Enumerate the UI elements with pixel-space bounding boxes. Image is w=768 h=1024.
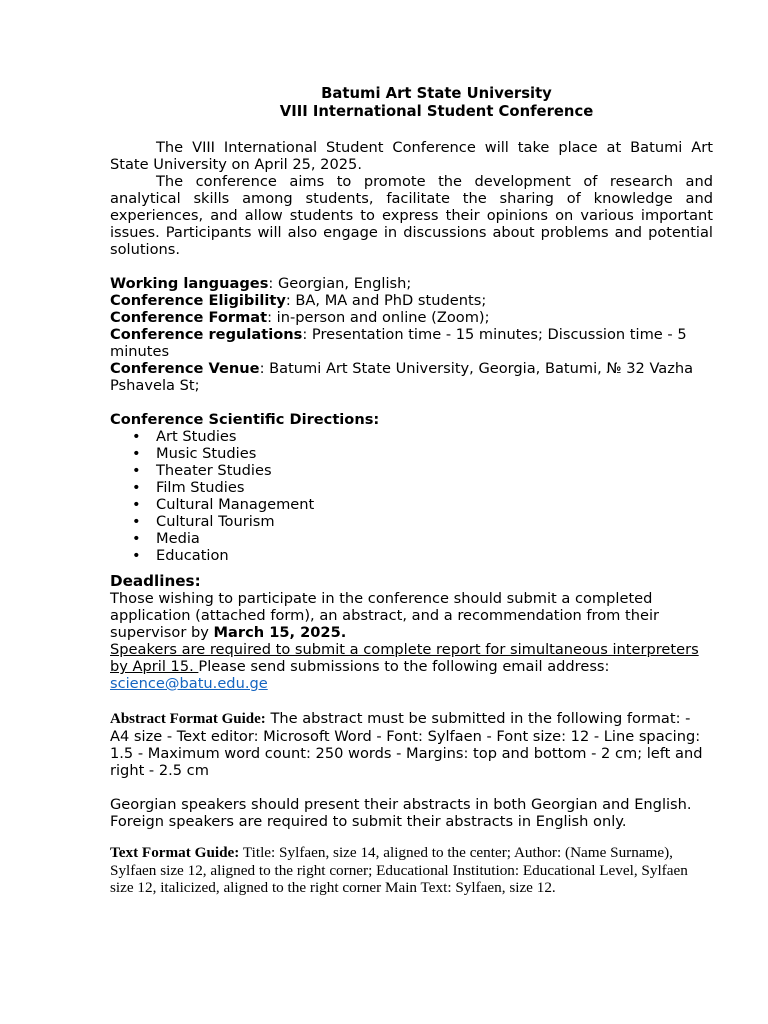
list-item: • Media <box>110 530 713 547</box>
detail-label: Conference regulations <box>110 326 303 343</box>
send-instructions: Please send submissions to the following email address: <box>198 658 610 675</box>
detail-venue <box>110 360 713 394</box>
detail-label: Working languages <box>110 275 269 292</box>
list-item: • Film Studies <box>110 479 713 496</box>
detail-eligibility <box>110 292 713 309</box>
report-requirement: Speakers are required to submit a complete report for simultaneous interpreters by April 15. <box>110 641 699 675</box>
detail-value: : Batumi Art State University, Georgia, Batumi, № 32 Vazha Pshavela St; <box>110 360 694 394</box>
deadlines-body: Those wishing to participate in the conference should submit a completed application (attached form), an abstract, and a recommendation from their supervisor by <box>110 590 659 641</box>
directions-list <box>110 428 713 564</box>
intro-paragraph-2: The conference aims to promote the development of research and analytical skills among students, facilitate the sharing of knowledge and experiences, and allow students to express their opinions on various important issues. Participants will also engage in discussions about problems and potential solutions. <box>110 173 713 258</box>
detail-label: Conference Venue <box>110 360 260 377</box>
text-guide-text: Title: Sylfaen, size 14, aligned to the center; Author: (Name Surname), Sylfaen size 12, aligned to the right corner; Educational Institution: Educational Level, Sylfaen size 12, italicized, aligned to the right corner Main Text: Sylfaen, size 12. <box>110 844 688 896</box>
detail-value: : Presentation time - 15 minutes; Discussion time - 5 minutes <box>110 326 687 360</box>
detail-format <box>110 309 713 326</box>
text-guide-label: Text Format Guide: <box>110 844 240 861</box>
detail-value: : Georgian, English; <box>268 275 412 292</box>
directions-heading: Conference Scientific Directions: <box>110 411 380 428</box>
deadlines-heading: Deadlines: <box>110 572 201 590</box>
list-item: • Cultural Management <box>110 496 713 513</box>
detail-regulations <box>110 326 713 360</box>
abstract-guide-text: The abstract must be submitted in the following format: - A4 size - Text editor: Microsoft Word - Font: Sylfaen - Font size: 12 - Line spacing: 1.5 - Maximum word count: 250 words - Margins: top and bottom - 2 cm; left and right - 2.5 cm <box>110 710 703 779</box>
detail-working-languages <box>110 275 713 292</box>
abstract-guide-label: Abstract Format Guide: <box>110 711 266 727</box>
detail-label: Conference Format <box>110 309 268 326</box>
list-item: • Music Studies <box>110 445 713 462</box>
deadlines-text <box>110 590 713 692</box>
document-body <box>110 85 713 897</box>
intro-paragraph-1: The VIII International Student Conference will take place at Batumi Art State University on April 25, 2025. <box>110 139 713 173</box>
detail-value: : in-person and online (Zoom); <box>267 309 490 326</box>
list-item: • Cultural Tourism <box>110 513 713 530</box>
language-note: Georgian speakers should present their abstracts in both Georgian and English. Foreign speakers are required to submit their abstracts in English only. <box>110 796 692 830</box>
conference-title: VIII International Student Conference <box>279 103 594 120</box>
deadline-date: March 15, 2025. <box>213 624 347 641</box>
abstract-format-guide <box>110 710 713 779</box>
list-item: • Theater Studies <box>110 462 713 479</box>
email-link[interactable]: science@batu.edu.ge <box>110 675 268 692</box>
text-format-guide <box>110 844 713 897</box>
detail-value: : BA, MA and PhD students; <box>285 292 487 309</box>
university-title: Batumi Art State University <box>321 85 552 102</box>
detail-label: Conference Eligibility <box>110 292 286 309</box>
list-item: • Education <box>110 547 713 564</box>
list-item: • Art Studies <box>110 428 713 445</box>
